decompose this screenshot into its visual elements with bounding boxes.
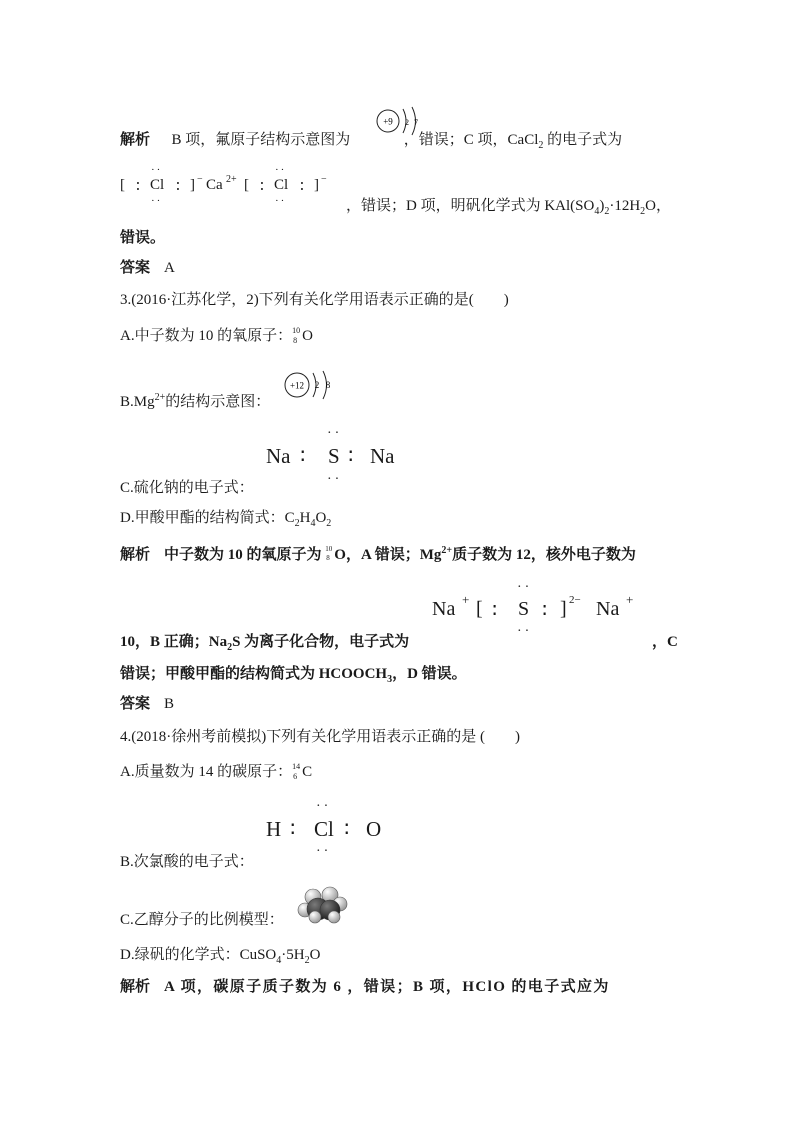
lone-pair-bottom: ·· bbox=[517, 624, 533, 639]
colon: ∶ bbox=[492, 600, 498, 622]
text: ，错误；D 项，明矾化学式为 KAl(SO bbox=[346, 198, 595, 214]
text: 错误；甲酸甲酯的结构简式为 HCOOCH bbox=[120, 666, 388, 682]
colon: ∶ bbox=[136, 179, 140, 195]
text: S 为离子化合物，电子式为 bbox=[232, 634, 410, 650]
colon: ∶ bbox=[344, 817, 350, 841]
colon: ∶ bbox=[300, 444, 306, 468]
q4-option-a bbox=[120, 762, 312, 782]
bracket: [ bbox=[120, 177, 125, 193]
bracket: [ bbox=[476, 598, 483, 620]
q4-option-c: C.乙醇分子的比例模型： bbox=[120, 912, 284, 928]
text: A 项，碳原子质子数为 6 ，错误；B 项，HClO 的电子式应为 bbox=[164, 979, 610, 995]
q3-explanation-line2 bbox=[120, 632, 409, 652]
na-symbol: Na bbox=[370, 444, 395, 468]
text: 中子数为 10 的氧原子为 bbox=[164, 547, 326, 563]
element-symbol: O bbox=[302, 328, 313, 344]
s-symbol: S bbox=[328, 444, 340, 468]
text: ，D 错误。 bbox=[392, 666, 467, 682]
subscript: 3 bbox=[387, 674, 393, 685]
ca-symbol: Ca bbox=[206, 177, 223, 193]
isotope-notation bbox=[292, 762, 302, 782]
subscript: 2 bbox=[294, 518, 300, 529]
colon: ∶ bbox=[542, 600, 548, 622]
q3-explanation-line1 bbox=[120, 545, 636, 565]
colon: ∶ bbox=[290, 817, 296, 841]
answer-value: A bbox=[164, 260, 175, 276]
subscript: 2 bbox=[304, 955, 310, 966]
na-symbol: Na bbox=[432, 598, 456, 620]
shell-electrons-1: 2 bbox=[314, 380, 320, 390]
charge: + bbox=[462, 592, 470, 607]
explanation-label: 解析 bbox=[120, 979, 151, 995]
cl-symbol: Cl bbox=[150, 177, 165, 193]
option-text: B.Mg bbox=[120, 394, 155, 410]
explanation-label: 解析 bbox=[120, 547, 151, 563]
colon: ∶ bbox=[176, 179, 180, 195]
na-symbol: Na bbox=[266, 444, 291, 468]
subscript: 2 bbox=[538, 140, 544, 151]
subscript: 2 bbox=[604, 206, 610, 217]
cl-atom bbox=[150, 177, 172, 194]
q3-answer bbox=[120, 694, 174, 714]
cacl2-electron-formula: [ ∶ Cl ·· ·· ∶ ] − Ca 2+ [ ∶ Cl ·· ·· ∶ ] − bbox=[120, 164, 327, 207]
option-text: O bbox=[309, 947, 321, 963]
colon: ∶ bbox=[260, 179, 264, 195]
colon: ∶ bbox=[348, 444, 354, 468]
mass-number: 10 bbox=[292, 326, 301, 335]
nucleus-charge: +9 bbox=[383, 116, 393, 127]
q4-stem: 4.(2018·徐州考前模拟)下列有关化学用语表示正确的是 ( ) bbox=[120, 729, 520, 745]
lone-pair-bottom: ·· bbox=[275, 195, 287, 207]
q3-explanation-line3 bbox=[120, 664, 467, 684]
atomic-number: 6 bbox=[293, 772, 298, 781]
subscript: 2 bbox=[227, 642, 233, 653]
q3-option-d bbox=[120, 508, 331, 528]
q2-text-a: B 项，氟原子结构示意图为 bbox=[171, 132, 351, 148]
subscript: 2 bbox=[326, 518, 332, 529]
charge: 2− bbox=[569, 594, 581, 606]
fluorine-structure-diagram bbox=[374, 104, 424, 140]
text: O， bbox=[645, 198, 672, 214]
atomic-number: 8 bbox=[326, 554, 330, 562]
na2s-ionic-electron-formula bbox=[432, 578, 646, 640]
q2-answer bbox=[120, 258, 175, 278]
shell-electrons-2: 7 bbox=[414, 118, 418, 127]
lone-pair-bottom: ·· bbox=[316, 844, 332, 859]
explanation-label: 解析 bbox=[120, 132, 151, 148]
lone-pair-top: ·· bbox=[517, 580, 533, 595]
charge: 2+ bbox=[154, 392, 166, 403]
ethanol-space-filling-model bbox=[296, 886, 348, 924]
bracket: [ bbox=[244, 177, 249, 193]
option-text: A.质量数为 14 的碳原子： bbox=[120, 764, 293, 780]
subscript: 4 bbox=[594, 206, 600, 217]
h-symbol: H bbox=[266, 817, 282, 841]
bracket: ] bbox=[560, 598, 567, 620]
o-symbol: O bbox=[366, 817, 382, 841]
q2-explanation-line1 bbox=[120, 130, 622, 150]
lone-pair-top: ·· bbox=[327, 426, 343, 441]
text: 10，B 正确；Na bbox=[120, 634, 228, 650]
q3-option-c: C.硫化钠的电子式： bbox=[120, 480, 254, 496]
q4-explanation-line1 bbox=[120, 977, 610, 997]
cl-symbol: Cl bbox=[314, 817, 334, 841]
mg-ion-structure-diagram bbox=[284, 367, 338, 403]
element-symbol: C bbox=[302, 764, 313, 780]
charge: + bbox=[626, 592, 634, 607]
colon: ∶ bbox=[300, 179, 304, 195]
q3-option-b bbox=[120, 392, 270, 412]
q3-option-a bbox=[120, 326, 313, 346]
isotope-notation bbox=[292, 326, 302, 346]
shell-electrons-1: 2 bbox=[405, 118, 409, 127]
lone-pair-top: ·· bbox=[275, 164, 287, 176]
mass-number: 10 bbox=[325, 545, 333, 553]
subscript: 2 bbox=[640, 206, 646, 217]
shell-electrons-2: 8 bbox=[325, 380, 331, 390]
q3-stem: 3.(2016·江苏化学，2)下列有关化学用语表示正确的是( ) bbox=[120, 292, 509, 308]
subscript: 4 bbox=[310, 518, 316, 529]
na2s-electron-formula bbox=[266, 422, 406, 488]
text: ) bbox=[599, 198, 605, 214]
lone-pair-bottom: ·· bbox=[151, 195, 163, 207]
subscript: 4 bbox=[276, 955, 282, 966]
na-symbol: Na bbox=[596, 598, 620, 620]
option-text: ·5H bbox=[281, 947, 305, 963]
answer-value: B bbox=[164, 696, 175, 712]
q3-explanation-line2-end: ，C bbox=[652, 634, 678, 650]
nucleus-charge: +12 bbox=[289, 380, 305, 391]
bracket: ] bbox=[190, 177, 195, 193]
lone-pair-bottom: ·· bbox=[327, 472, 343, 487]
q2-text-b: ，错误；C 项，CaCl bbox=[403, 132, 539, 148]
bracket: ] bbox=[314, 177, 319, 193]
hclo-electron-formula bbox=[266, 796, 386, 860]
atomic-number: 8 bbox=[293, 336, 298, 345]
text: O，A 错误；Mg bbox=[334, 547, 442, 563]
answer-label: 答案 bbox=[120, 260, 151, 276]
option-text: H bbox=[299, 510, 311, 526]
option-text: D.绿矾的化学式：CuSO bbox=[120, 947, 277, 963]
cl-symbol: Cl bbox=[274, 177, 289, 193]
q2-explanation-line2 bbox=[346, 196, 671, 216]
option-text: D.甲酸甲酯的结构简式：C bbox=[120, 510, 295, 526]
option-text: A.中子数为 10 的氧原子： bbox=[120, 328, 293, 344]
option-text: O bbox=[315, 510, 327, 526]
option-text: 的结构示意图： bbox=[165, 394, 271, 410]
q2-text-c: 的电子式为 bbox=[543, 132, 623, 148]
answer-label: 答案 bbox=[120, 696, 151, 712]
text: 质子数为 12，核外电子数为 bbox=[452, 547, 636, 563]
s-symbol: S bbox=[518, 598, 530, 620]
lone-pair-top: ·· bbox=[151, 164, 163, 176]
isotope-notation bbox=[325, 545, 334, 565]
lone-pair-top: ·· bbox=[316, 799, 332, 814]
mass-number: 14 bbox=[292, 762, 301, 771]
charge: 2+ bbox=[441, 545, 453, 556]
q2-explanation-line3: 错误。 bbox=[120, 230, 166, 246]
text: ·12H bbox=[609, 198, 641, 214]
q4-option-b: B.次氯酸的电子式： bbox=[120, 854, 254, 870]
q4-option-d bbox=[120, 945, 320, 965]
